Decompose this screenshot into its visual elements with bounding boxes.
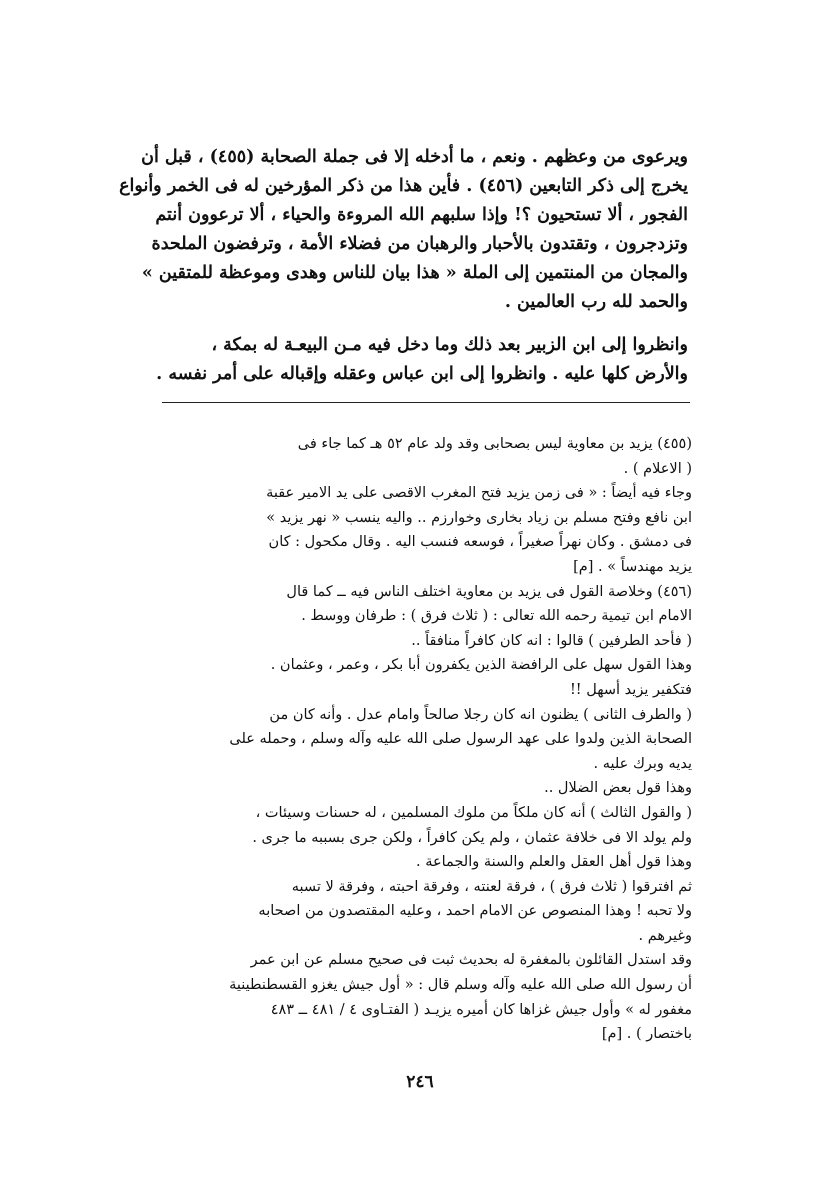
footnote-line: وغيرهم .	[638, 927, 692, 944]
paragraph-1	[119, 143, 688, 317]
footnote-line: ( والطرف الثانى ) يظنون انه كان رجلا صالحاً وامام عدل . وأنه كان من	[269, 706, 692, 723]
text-line: وانظروا إلى ابن الزبير بعد ذلك وما دخل فيه مـن البيعـة له بمكة ،	[211, 335, 688, 355]
paragraph-2	[156, 331, 688, 389]
footnote-line: وقد استدل القائلون بالمغفرة له بحديث ثبت فى صحيح مسلم عن ابن عمر	[250, 952, 692, 969]
footnote-line: وهذا قول أهل العقل والعلم والسنة والجماعة .	[416, 854, 692, 871]
footnote-line: فى دمشق . وكان نهراً صغيراً ، فوسعه فنسب اليه . وقال مكحول : كان	[268, 534, 692, 551]
text-line: والمجان من المنتمين إلى الملة « هذا بيان للناس وهدى وموعظة للمتقين »	[141, 263, 688, 283]
footnote-line: يديه وبرك عليه .	[593, 755, 692, 772]
text-line: وتزدجرون ، وتقتدون بالأحبار والرهبان من فضلاء الأمة ، وترفضون الملحدة	[151, 234, 688, 254]
footnote-line: ثم افترقوا ( ثلاث فرق ) ، فرقة لعنته ، وفرقة احبته ، وفرقة لا تسبه	[291, 878, 692, 895]
footnote-line: أن رسول الله صلى الله عليه وآله وسلم قال : « أول جيش يغزو القسطنطينية	[229, 977, 692, 994]
footnote-line: ابن نافع وفتح مسلم بن زياد بخارى وخوارزم .. واليه ينسب « نهر يزيد »	[266, 509, 692, 526]
page-number: ٢٤٦	[406, 1072, 434, 1092]
footnote-line: الصحابة الذين ولدوا على عهد الرسول صلى الله عليه وآله وسلم ، وحمله على	[229, 731, 692, 748]
footnote-line: ( فأحد الطرفين ) قالوا : انه كان كافراً منافقاً ..	[411, 632, 692, 649]
footnote-line: ( والقول الثالث ) أنه كان ملكاً من ملوك المسلمين ، له حسنات وسيئات ،	[255, 804, 692, 821]
footnote-line: (٤٥٥) يزيد بن معاوية ليس بصحابى وقد ولد عام ٥٢ هـ كما جاء فى	[297, 436, 692, 452]
footnote-line: وهذا قول بعض الضلال ..	[544, 780, 692, 797]
footnote-line: يزيد مهندساً » . [م]	[573, 558, 692, 575]
footnotes	[162, 432, 692, 1047]
footnote-line: وهذا القول سهل على الرافضة الذين يكفرون أبا بكر ، وعمر ، وعثمان .	[270, 657, 692, 674]
text-line: والأرض كلها عليه . وانظروا إلى ابن عباس وعقله وإقباله على أمر نفسه .	[156, 364, 688, 384]
text-line: يخرج إلى ذكر التابعين (٤٥٦) . فأين هذا من ذكر المؤرخين له فى الخمر وأنواع	[119, 176, 688, 196]
text-line: الفجور ، ألا تستحيون ؟! وإذا سلبهم الله المروءة والحياء ، ألا ترعوون أنتم	[155, 205, 688, 225]
footnote-line: وجاء فيه أيضاً : « فى زمن يزيد فتح المغرب الاقصى على يد الامير عقبة	[266, 485, 692, 502]
footnote-line: باختصار ) . [م]	[601, 1026, 692, 1043]
footnote-line: ( الاعلام ) .	[623, 460, 692, 477]
text-line: ويرعوى من وعظهم . ونعم ، ما أدخله إلا فى جملة الصحابة (٤٥٥) ، قبل أن	[141, 147, 688, 167]
footnote-line: مغفور له » وأول جيش غزاها كان أميره يزيـد ( الفتـاوى ٤ / ٤٨١ ــ ٤٨٣	[270, 1001, 692, 1018]
text-line: والحمد لله رب العالمين .	[504, 292, 688, 312]
main-text	[119, 143, 688, 389]
footnote-line: فتكفير يزيد أسهل !!	[569, 681, 692, 698]
footnote-line: ولا تحبه ! وهذا المنصوص عن الامام احمد ، وعليه المقتصدون من اصحابه	[258, 903, 692, 920]
footnote-line: (٤٥٦) وخلاصة القول فى يزيد بن معاوية اختلف الناس فيه ــ كما قال	[286, 583, 692, 600]
footnote-divider	[162, 402, 690, 403]
footnote-line: الامام ابن تيمية رحمه الله تعالى : ( ثلاث فرق ) : طرفان ووسط .	[301, 608, 692, 625]
footnote-line: ولم يولد الا فى خلافة عثمان ، ولم يكن كافراً ، ولكن جرى بسببه ما جرى .	[252, 829, 692, 846]
